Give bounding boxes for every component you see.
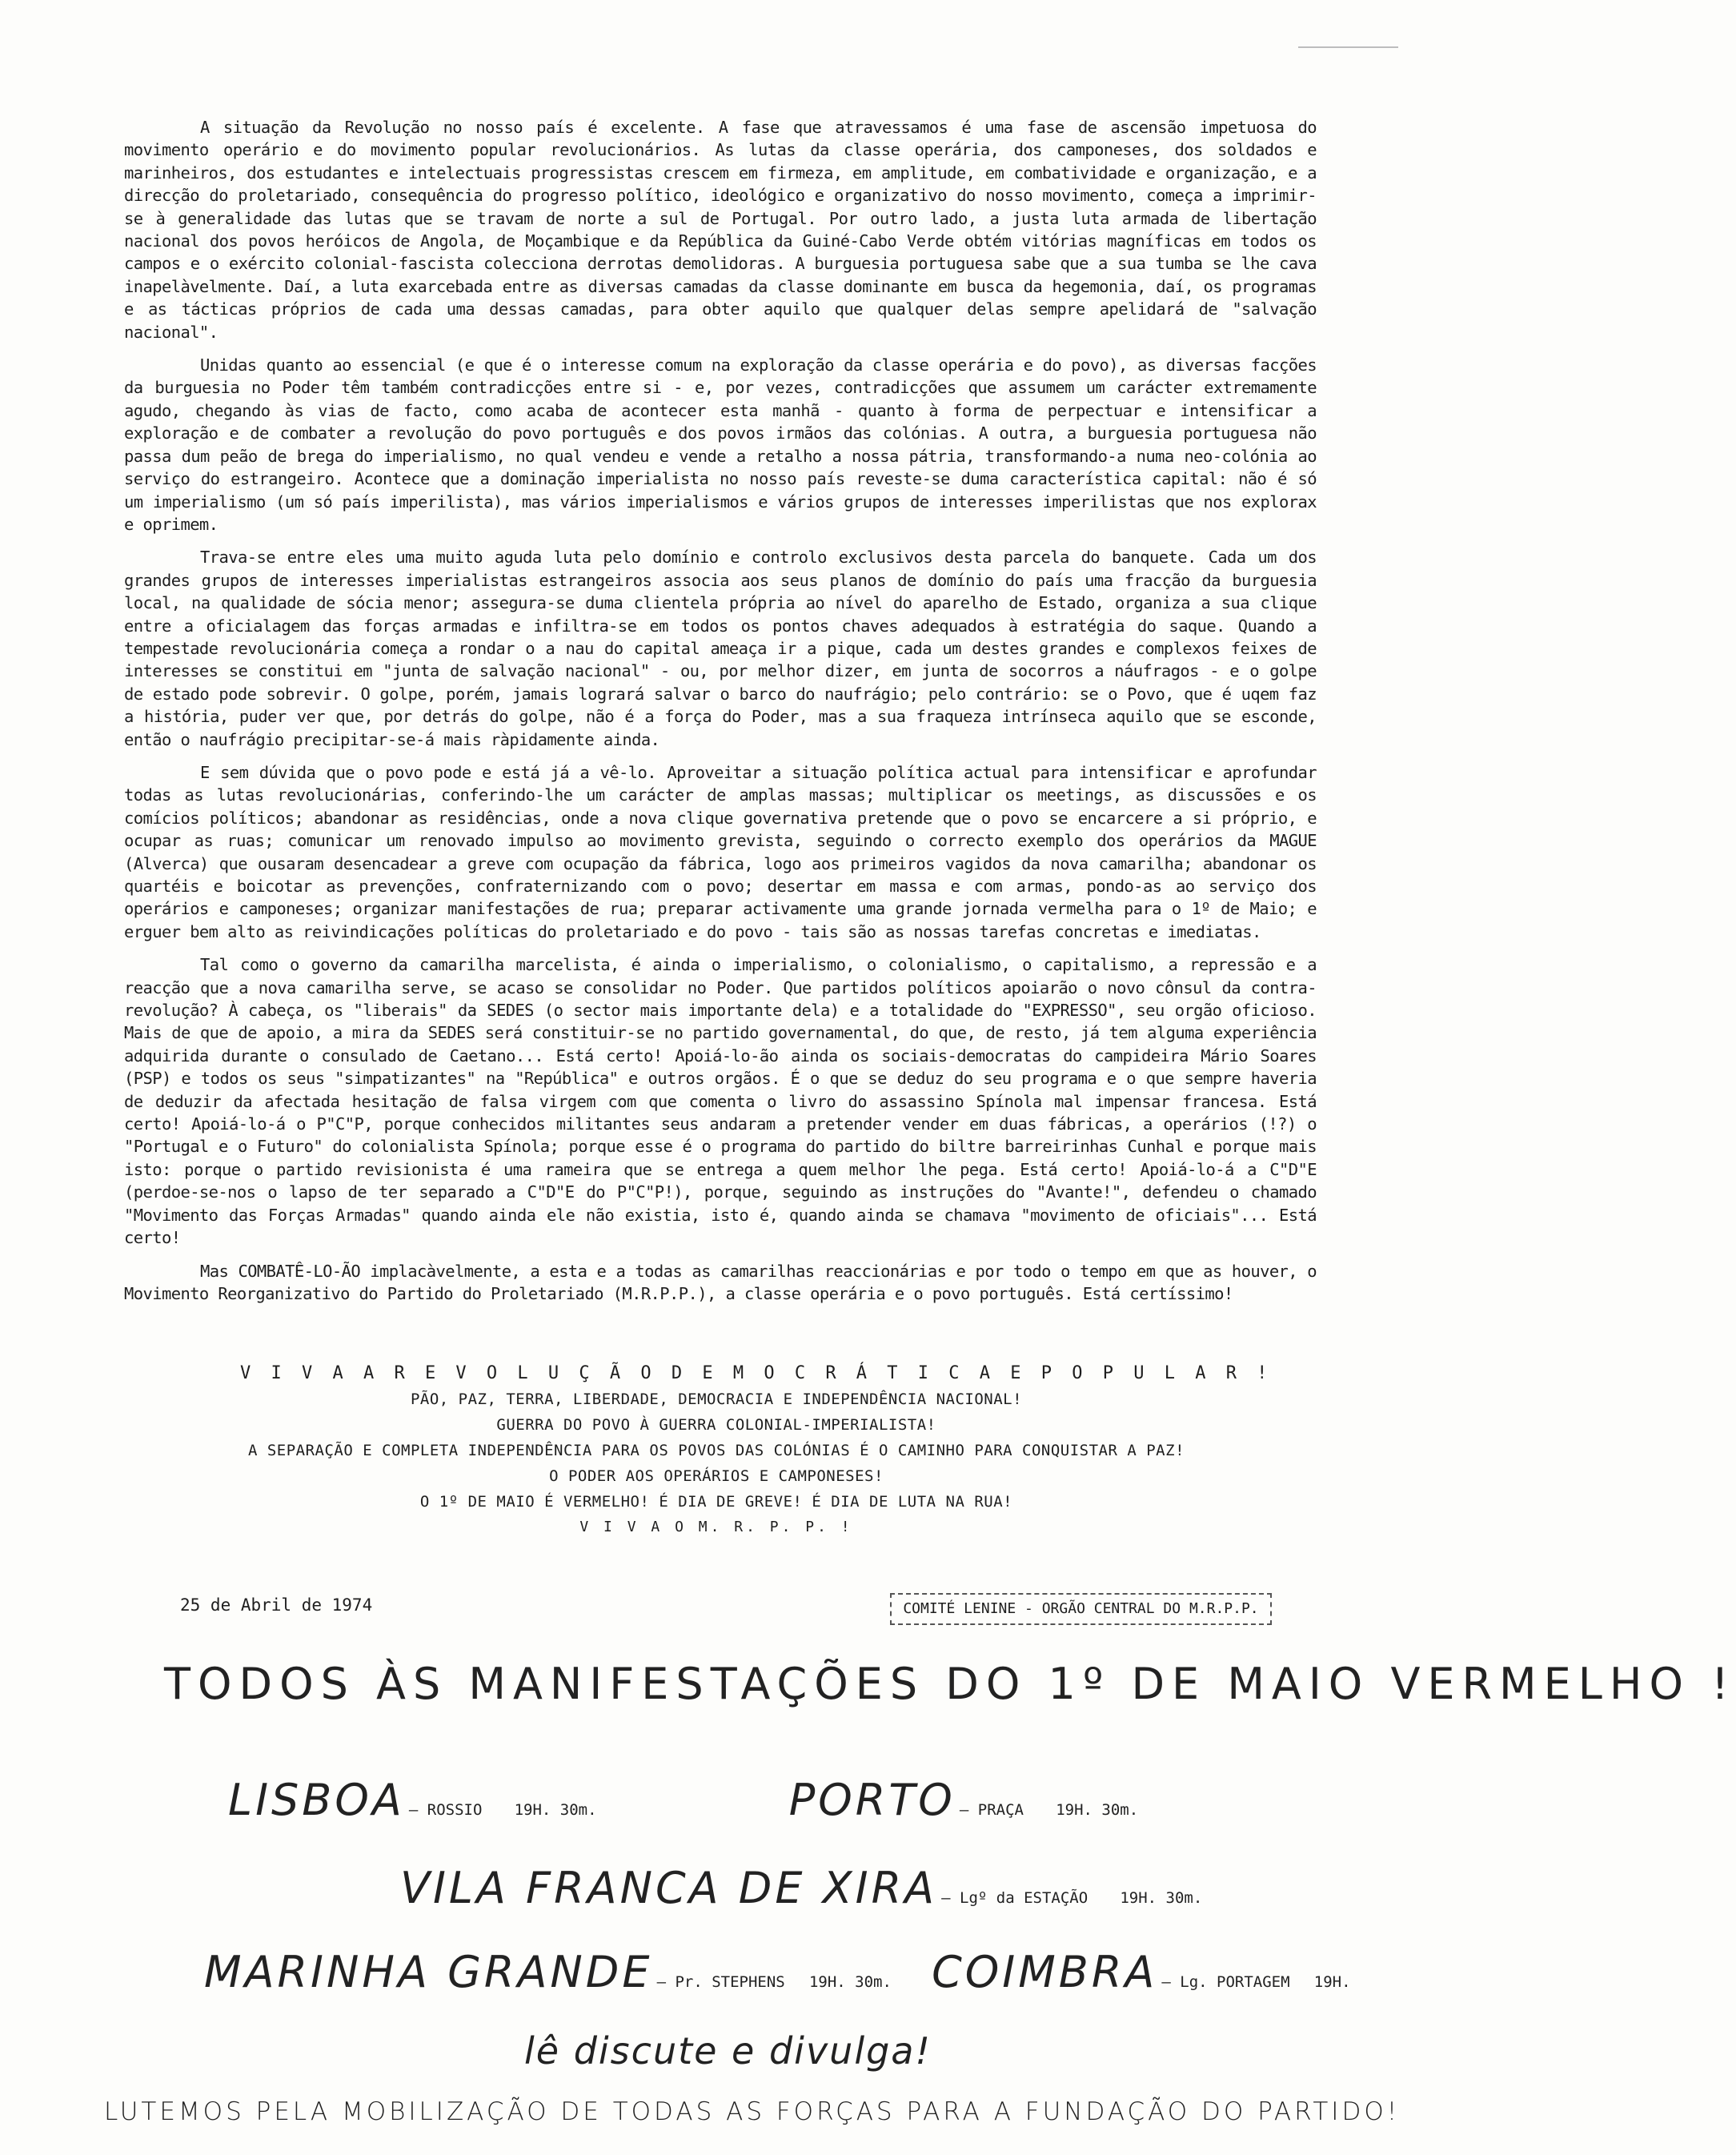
scan-edge-mark [1298, 46, 1398, 48]
place-coimbra: Lg. PORTAGEM [1180, 1973, 1290, 1991]
city-lisboa: LISBOA [228, 1775, 405, 1825]
time-porto: 19H. 30m. [1056, 1801, 1139, 1819]
slogan: GUERRA DO POVO À GUERRA COLONIAL-IMPERIALISTA! [496, 1416, 936, 1434]
meeting-row-marinha-coimbra: MARINHA GRANDE — Pr. STEPHENS 19H. 30m. COIMBRA — Lg. PORTAGEM 19H. [204, 1947, 1351, 1997]
paragraph: E sem dúvida que o povo pode e está já a vê-lo. Aproveitar a situação política actual para intensificar e aprofundar todas as lutas revolucionárias, conferindo-lhe um carácter de amplas massas; multiplicar os meetings, as discussões e os comícios políticos; abandonar as residências, onde a nova clique governativa pretende que o povo se encarcere a si próprio, e ocupar as ruas; comunicar um renovado impulso ao movimento grevista, seguindo o correcto exemplo dos operários da MAGUE (Alverca) que ousaram desencadear a greve com ocupação da fábrica, logo aos primeiros vagidos da nova camarilha; abandonar os quartéis e boicotar as prevenções, confraternizando com o povo; desertar em massa e com armas, pondo-as ao serviço dos operários e camponeses; organizar manifestações de rua; preparar activamente uma grande jornada vermelha para o 1º de Maio; e erguer bem alto as reivindicações políticas do proletariado e do povo - tais são as nossas tarefas concretas e imediatas. [124, 762, 1317, 941]
city-marinha: MARINHA GRANDE [204, 1947, 653, 1997]
paragraph: Trava-se entre eles uma muito aguda luta pelo domínio e controlo exclusivos desta parcela do banquete. Cada um dos grandes grupos de interesses imperialistas estrangeiros associa aos seus planos de domínio do país uma fracção da burguesia local, na qualidade de sócia menor; assegura-se duma clientela própria ao nível do aparelho de Estado, organiza a sua clique entre a oficialagem das forças armadas e infiltra-se em todos os pontos chaves adequados à estratégia do saque. Quando a tempestade revolucionária começa a rondar o a nau do capital ameaça ir a pique, cada um destes grandes e complexos feixes de interesses se constitui em "junta de salvação nacional" - ou, por melhor dizer, em junta de socorros a náufragos - e o golpe de estado pode sobrevir. O golpe, porém, jamais logrará salvar o barco do naufrágio; pelo contrário: se o Povo, que é uqem faz a história, puder ver que, por detrás do golpe, não é a força do Poder, mas a sua fraqueza intrínseca aquilo que se esconde, então o naufrágio precipitar-se-á mais ràpidamente ainda. [124, 548, 1317, 749]
headline: TODOS ÀS MANIFESTAÇÕES DO 1º DE MAIO VERMELHO ! [164, 1659, 1736, 1709]
paragraph: Mas COMBATÊ-LO-ÃO implacàvelmente, a esta e a todas as camarilhas reaccionárias e por todo o tempo em que as houver, o Movimento Reorganizativo do Partido do Proletariado (M.R.P.P.), a classe operária e o povo português. Está certíssimo! [124, 1261, 1317, 1303]
slogan: A SEPARAÇÃO E COMPLETA INDEPENDÊNCIA PARA OS POVOS DAS COLÓNIAS É O CAMINHO PARA CONQUISTAR A PAZ! [247, 1442, 1185, 1459]
slogan: V I V A O M. R. P. P. ! [579, 1519, 853, 1535]
slogans-block [240, 1361, 1273, 1540]
paragraph: Unidas quanto ao essencial (e que é o interesse comum na exploração da classe operária e do povo), as diversas facções da burguesia no Poder têm também contradicções entre si - e, por vezes, contradicções que assumem um carácter extremamente agudo, chegando às vias de facto, como acaba de acontecer esta manhã - quanto à forma de perpectuar e intensificar a exploração e de combater a revolução do povo português e dos povos irmãos das colónias. A outra, a burguesia portuguesa não passa dum peão de brega do imperialismo, no qual vendeu e vende a retalho a nossa pátria, transformando-a numa neo-colónia ao serviço do estrangeiro. Acontece que a dominação imperialista no nosso país reveste-se duma característica capital: não é só um imperialismo (um só país imperilista), mas vários imperialismos e vários grupos de interesses imperilistas que nos explorax e oprimem. [124, 355, 1317, 534]
slogan: V I V A A R E V O L U Ç Ã O D E M O C R Á T I C A E P O P U L A R ! [240, 1363, 1273, 1383]
issue-date: 25 de Abril de 1974 [180, 1595, 373, 1615]
city-porto: PORTO [788, 1775, 956, 1825]
slogan: PÃO, PAZ, TERRA, LIBERDADE, DEMOCRACIA E INDEPENDÊNCIA NACIONAL! [410, 1391, 1023, 1408]
city-coimbra: COIMBRA [932, 1947, 1158, 1997]
read-discuss-share: lê discute e divulga! [524, 2029, 932, 2073]
paragraph: Tal como o governo da camarilha marcelista, é ainda o imperialismo, o colonialismo, o capitalismo, a repressão e a reacção que a nova camarilha serve, se acaso se consolidar no Poder. Que partidos políticos apoiarão o novo cônsul da contra-revolução? À cabeça, os "liberais" da SEDES (o sector mais importante dela) e a totalidade do "EXPRESSO", seu orgão oficioso. Mais de que de apoio, a mira da SEDES será constituir-se no partido governamental, do que, de resto, já tem alguma experiência adquirida durante o consulado de Caetano... Está certo! Apoiá-lo-ão ainda os sociais-democratas do campideira Mário Soares (PSP) e todos os seus "simpatizantes" na "República" e outros orgãos. É o que se deduz do seu programa e o que sempre haveria de deduzir da afectada hesitação de falsa virgem com que comenta o livro do assassino Spínola mal impensar francesa. Está certo! Apoiá-lo-á o P"C"P, porque conhecidos militantes seus andaram a pretender vender em duas fábricas, a operários (!?) o "Portugal e o Futuro" do colonialista Spínola; porque esse é o programa do partido do biltre barreirinhas Cunhal e porque mais isto: porque o partido revisionista é uma rameira que se entrega a quem melhor lhe pega. Está certo! Apoiá-lo-á a C"D"E (perdoe-se-nos o lapso de ter separado a C"D"E do P"C"P!), porque, seguindo as instruções do "Avante!", defendeu o chamado "Movimento das Forças Armadas" quando ainda ele não existia, isto é, quando ainda se chamava "movimento de oficiais"... Está certo! [124, 955, 1317, 1248]
article-body [124, 116, 1317, 1315]
place-marinha: Pr. STEPHENS [675, 1973, 785, 1991]
place-vfx: Lgº da ESTAÇÃO [960, 1889, 1089, 1907]
slogan: O 1º DE MAIO É VERMELHO! É DIA DE GREVE! É DIA DE LUTA NA RUA! [419, 1493, 1013, 1511]
time-vfx: 19H. 30m. [1120, 1889, 1203, 1907]
time-lisboa: 19H. 30m. [514, 1801, 597, 1819]
time-coimbra: 19H. [1313, 1973, 1351, 1991]
paragraph: A situação da Revolução no nosso país é excelente. A fase que atravessamos é uma fase de ascensão impetuosa do movimento operário e do movimento popular revolucionários. As lutas da classe operária, dos camponeses, dos soldados e marinheiros, dos estudantes e intelectuais progressistas crescem em firmeza, em amplitude, em combatividade e organização, e a direcção do proletariado, consequência do progresso político, ideológico e organizativo do nosso movimento, começa a imprimir-se à generalidade das lutas que se travam de norte a sul de Portugal. Por outro lado, a justa luta armada de libertação nacional dos povos heróicos de Angola, de Moçambique e da República da Guiné-Cabo Verde obtém vitórias magníficas em todos os campos e o exército colonial-fascista colecciona derrotas demolidoras. A burguesia portuguesa sabe que a sua tumba se lhe cava inapelàvelmente. Daí, a luta exarcebada entre as diversas camadas da classe dominante em busca da hegemonia, daí, os programas e as tácticas próprios de cada uma dessas camadas, para obter aquilo que qualquer delas sempre apelidará de "salvação nacional". [124, 118, 1317, 342]
meeting-row-vfx: VILA FRANCA DE XIRA — Lgº da ESTAÇÃO 19H. 30m. [400, 1863, 1203, 1913]
organization-box: COMITÉ LENINE - ORGÃO CENTRAL DO M.R.P.P. [890, 1593, 1272, 1625]
meeting-row-lisboa-porto: LISBOA — ROSSIO 19H. 30m. PORTO — PRAÇA 19H. 30m. [228, 1775, 1139, 1825]
place-lisboa: ROSSIO [427, 1801, 483, 1819]
closing-slogan: LUTEMOS PELA MOBILIZAÇÃO DE TODAS AS FORÇAS PARA A FUNDAÇÃO DO PARTIDO! [104, 2097, 1401, 2126]
city-vfx: VILA FRANCA DE XIRA [400, 1863, 938, 1913]
time-marinha: 19H. 30m. [808, 1973, 892, 1991]
slogan: O PODER AOS OPERÁRIOS E CAMPONESES! [549, 1467, 884, 1485]
place-porto: PRAÇA [977, 1801, 1024, 1819]
